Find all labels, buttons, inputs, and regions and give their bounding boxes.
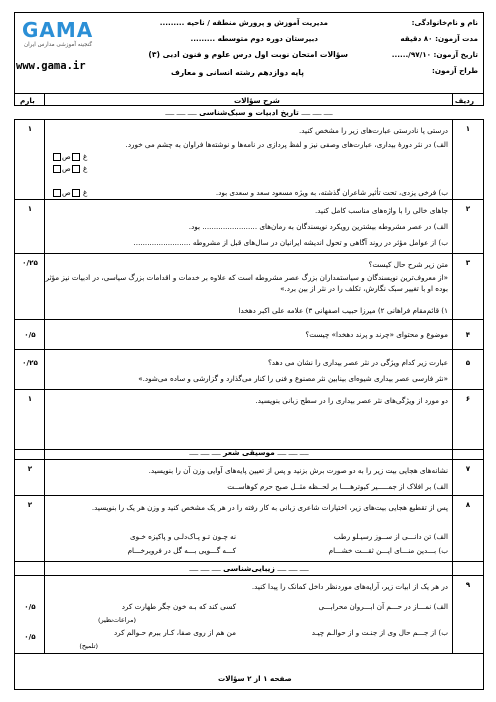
question-number: ۴: [465, 330, 471, 339]
exam-title-prefix: سؤالات امتحان نوبت اول درس: [232, 50, 348, 59]
q3-options: ۱) قائم‌مقام فراهانی ۲) میرزا حبیب اصفهانی ۳) علامه علی اکبر دهخدا: [238, 306, 448, 315]
field-value: انسانی و معارف: [170, 68, 233, 77]
q1-a-options-2: [52, 164, 87, 173]
date-value: ۹۷/۱۰/......: [391, 50, 431, 59]
q2-item-b: ب) از عوامل مؤثر در روند آگاهی و تحول اندیشه ایرانیان در سال‌های قبل از مشروطه .........................: [133, 238, 448, 247]
question-number: ۲: [465, 204, 471, 213]
question-number: ۷: [465, 464, 471, 473]
duration-label-text: مدت آزمون:: [435, 34, 478, 43]
duration-value: ۸۰ دقیقه: [400, 34, 433, 43]
checkbox[interactable]: [72, 153, 80, 161]
question-score: ۲: [27, 464, 33, 473]
section-2-heading: [14, 446, 484, 460]
question-number: ۳: [465, 258, 471, 267]
question-number: ۱: [465, 124, 471, 133]
grade-prefix: پایه: [290, 68, 304, 77]
question-number: ۶: [465, 394, 471, 403]
question-number: ۵: [465, 358, 471, 367]
question-score: ۱: [27, 124, 33, 133]
checkbox[interactable]: [72, 189, 80, 197]
exam-title: [148, 50, 348, 59]
q5-quote: «نثر فارسی عصر بیداری شیوه‌ای بینابین نثر مصنوع و فنی را کنار می‌گذارد و گزارشی و ساده می‌شود.»: [138, 374, 448, 383]
logo-subtitle: گنجینه آموزشی مدارس ایران: [24, 42, 93, 48]
checkbox[interactable]: [72, 165, 80, 173]
q1-a-options: [52, 152, 87, 161]
true-label: ص: [62, 188, 71, 197]
field-prefix: رشته: [235, 68, 255, 77]
q7-stem: نشانه‌های هجایی بیت زیر را به دو صورت برش بزنید و پس از تعیین پایه‌های آوایی وزن آن را بنویسید.: [148, 466, 448, 475]
q8-stem: پس از تقطیع هجایی بیت‌های زیر، اختیارات شاعری زبانی به کار رفته را در هر یک مشخص کنید و وزن هر یک را بنویسید.: [91, 503, 448, 512]
col-questions-label: شرح سؤالات: [234, 96, 280, 105]
admin-line: مدیریت آموزش و پرورش منطقه / ناحیه .........: [159, 18, 328, 27]
q1-item-b: ب) فرخی یزدی، تحت تأثیر شاعران گذشته، به ویژه مسعود سعد و سعدی بود.: [215, 188, 448, 197]
question-score: ۰/۲۵: [22, 358, 38, 367]
q9-verse-a-second: کسی کند که بـه خون جگر طهارت کرد: [121, 602, 236, 611]
question-score: ۰/۲۵: [22, 258, 38, 267]
question-score: ۰/۵: [24, 602, 36, 611]
false-label: غ: [83, 188, 88, 197]
section-3-title: زیبایی‌شناسی: [223, 564, 275, 573]
q7-verse: الف) بر افلاک از جمـــــیر کبوترهــــا بر لحــظه مثــل صبح حرم کوهاســت: [227, 482, 448, 491]
question-score: ۰/۵: [24, 330, 36, 339]
col-row-label: ردیف: [454, 96, 474, 105]
question-score: ۲: [27, 500, 33, 509]
q3-stem: متن زیر شرح حال کیست؟: [368, 260, 448, 269]
q8-verse-b-second: کـــه گـــویی بـــه گل در فروبرخـــام: [127, 546, 236, 555]
ornament-left: ــــ ــــ ــــ: [189, 448, 221, 457]
school-line: دبیرستان دوره دوم متوسطه .........: [190, 34, 318, 43]
q1-item-a: الف) در نثر دورهٔ بیداری، عبارت‌های وصفی نیز و لفظ پردازی در نامه‌ها و نوشته‌ها فراوان به چشم می خورد.: [125, 140, 448, 149]
question-number: ۸: [465, 500, 471, 509]
date-label: [392, 50, 478, 59]
q9-verse-a-first: الف) نمـــاز در حـــم آن ابـــروان محرابـــی: [318, 602, 448, 611]
section-2-title: موسیقی شعر: [223, 448, 275, 457]
question-row-5: [14, 350, 484, 390]
section-1-heading: [14, 106, 484, 120]
grade-value: دوازدهم: [257, 68, 289, 77]
q3-quote: «از معروف‌ترین نویسندگان و سیاستمداران بزرگ عصر مشروطه است که علاوه بر خدمات و اقدامات بزرگ سیاسی، در ادبیات نیز مؤثر بوده او با تغییر سبک نگارش، تکلف را در نثر از بین برد.»: [45, 273, 448, 293]
question-score: ۰/۵: [24, 632, 36, 641]
duration-label: [400, 34, 478, 43]
q5-stem: عبارت زیر کدام ویژگی در نثر عصر بیداری را نشان می دهد؟: [267, 358, 448, 367]
q8-verse-b-first: ب) بـــدین منـــای ایـــن ثقـــت خشـــام: [328, 546, 448, 555]
q1-b-options: [52, 188, 87, 197]
section-1-title: تاریخ ادبیات و سبک‌شناسی: [199, 108, 299, 117]
grade-field-line: [171, 68, 304, 77]
question-number: ۹: [465, 580, 471, 589]
question-score: ۱: [27, 204, 33, 213]
true-label: ص: [62, 152, 71, 161]
ornament-left: ــــ ــــ ــــ: [165, 108, 197, 117]
designer-label: طراح آزمون:: [432, 66, 478, 75]
checkbox[interactable]: [53, 189, 61, 197]
false-label: غ: [83, 164, 88, 173]
q2-item-a: الف) در عصر مشروطه بیشترین رویکرد نویسندگان به رمان‌های ........................ بود.: [188, 222, 448, 231]
q4-stem: موضوع و محتوای «چرند و پرند دهخدا» چیست؟: [305, 330, 448, 339]
q2-stem: جاهای خالی را با واژه‌های مناسب کامل کنید.: [314, 206, 448, 215]
checkbox[interactable]: [53, 165, 61, 173]
q9-a-hint: (مراعات‌نظیر): [98, 616, 136, 624]
q8-verse-a-first: الف) تن دانـــی از ســوز رسیـلو رطب: [333, 532, 448, 541]
q8-verse-a-second: نه چـون تـو پـاک‌دلـی و پاکیزه خـوی: [129, 532, 236, 541]
q1-stem: درستی یا نادرستی عبارت‌های زیر را مشخص کنید.: [298, 126, 448, 135]
website-url: www.gama.ir: [16, 60, 86, 72]
page-footer: صفحه ۱ از ۲ سؤالات: [218, 674, 292, 683]
date-label-text: تاریخ آزمون:: [433, 50, 478, 59]
question-score: ۱: [27, 394, 33, 403]
ornament-left: ــــ ــــ ــــ: [189, 564, 221, 573]
true-label: ص: [62, 164, 71, 173]
q9-stem: در هر یک از ابیات زیر، آرایه‌های موردنظر داخل کمانک را پیدا کنید.: [251, 582, 448, 591]
section-3-heading: [14, 562, 484, 576]
q6-stem: دو مورد از ویژگی‌های نثر عصر بیداری را در سطح زبانی بنویسید.: [255, 396, 448, 405]
q9-verse-b-first: ب) از جـــم حال وی از جنـت و از حوالـم چیـد: [311, 628, 448, 637]
q9-b-hint: (تلمیح): [79, 642, 98, 650]
q9-verse-b-second: من هم از روی صفا، کـار ببرم حـوالم کرد: [113, 628, 236, 637]
logo-text: GAMA: [22, 18, 94, 42]
gama-logo: [22, 18, 112, 60]
col-score-label: بارم: [20, 96, 35, 105]
ornament-right: ــــ ــــ ــــ: [277, 564, 309, 573]
name-label: نام و نام‌خانوادگی:: [411, 18, 478, 27]
checkbox[interactable]: [53, 153, 61, 161]
exam-title-subject: علوم و فنون ادبی (۳): [148, 50, 231, 59]
false-label: غ: [83, 152, 88, 161]
ornament-right: ــــ ــــ ــــ: [277, 448, 309, 457]
ornament-right: ــــ ــــ ــــ: [301, 108, 333, 117]
